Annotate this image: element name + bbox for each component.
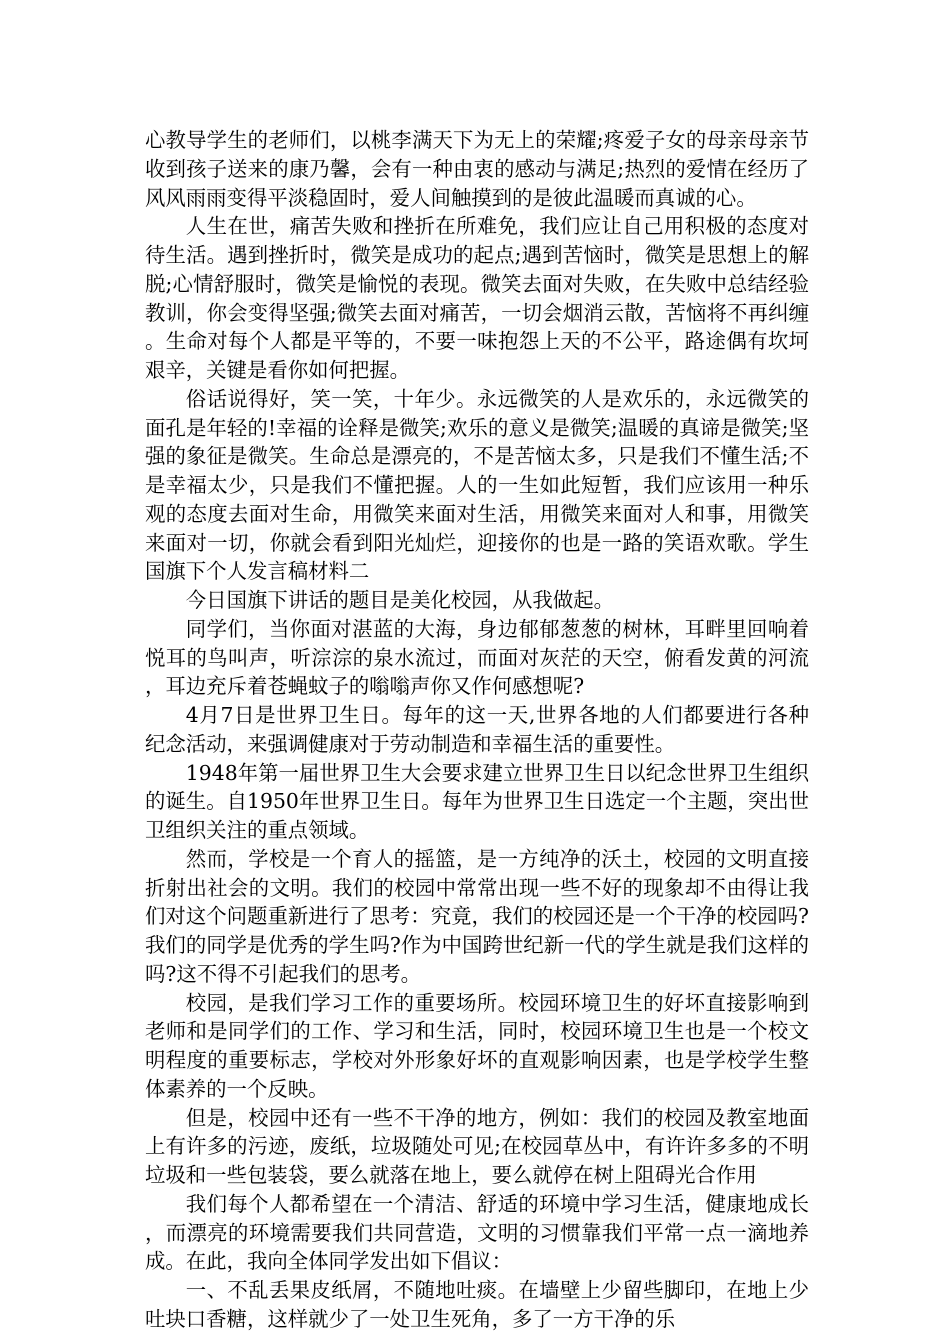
paragraph: 但是，校园中还有一些不干净的地方，例如：我们的校园及教室地面上有许多的污迹，废纸，垃圾随处可见;在校园草丛中，有许许多多的不明垃圾和一些包装袋，要么就落在地上，要么就停在树上阻碍光合作用 (145, 1105, 809, 1187)
paragraph: 人生在世，痛苦失败和挫折在所难免，我们应让自己用积极的态度对待生活。遇到挫折时，微笑是成功的起点;遇到苦恼时，微笑是思想上的解脱;心情舒服时，微笑是愉悦的表现。微笑去面对失败，在失败中总结经验教训，你会变得坚强;微笑去面对痛苦，一切会烟消云散，苦恼将不再纠缠。生命对每个人都是平等的，不要一味抱怨上天的不公平，路途偶有坎坷艰辛，关键是看你如何把握。 (145, 214, 809, 382)
paragraph: 同学们，当你面对湛蓝的大海，身边郁郁葱葱的树林，耳畔里回响着悦耳的鸟叫声，听淙淙的泉水流过，而面对灰茫的天空，俯看发黄的河流，耳边充斥着苍蝇蚊子的嗡嗡声你又作何感想呢? (145, 616, 809, 699)
paragraph: 校园，是我们学习工作的重要场所。校园环境卫生的好坏直接影响到老师和是同学们的工作、学习和生活，同时，校园环境卫生也是一个校文明程度的重要标志，学校对外形象好坏的直观影响因素，也是学校学生整体素养的一个反映。 (145, 990, 809, 1101)
paragraph: 今日国旗下讲话的题目是美化校园，从我做起。 (185, 588, 614, 612)
paragraph: 心教导学生的老师们，以桃李满天下为无上的荣耀;疼爱子女的母亲母亲节收到孩子送来的康乃馨，会有一种由衷的感动与满足;热烈的爱情在经历了风风雨雨变得平淡稳固时，爱人间触摸到的是彼此温暖而真诚的心。 (145, 128, 809, 210)
document-body (145, 126, 809, 1334)
paragraph: 一、不乱丢果皮纸屑，不随地吐痰。在墙壁上少留些脚印，在地上少吐块口香糖，这样就少了一处卫生死角，多了一方干净的乐 (145, 1278, 809, 1331)
paragraph: 1948年第一届世界卫生大会要求建立世界卫生日以纪念世界卫生组织的诞生。自1950年世界卫生日。每年为世界卫生日选定一个主题，突出世卫组织关注的重点领域。 (145, 760, 809, 842)
paragraph: 4月7日是世界卫生日。每年的这一天,世界各地的人们都要进行各种纪念活动，来强调健康对于劳动制造和幸福生活的重要性。 (145, 703, 809, 756)
paragraph: 然而，学校是一个育人的摇篮，是一方纯净的沃土，校园的文明直接折射出社会的文明。我们的校园中常常出现一些不好的现象却不由得让我们对这个问题重新进行了思考：究竟，我们的校园还是一个干净的校园吗?我们的同学是优秀的学生吗?作为中国跨世纪新一代的学生就是我们这样的吗?这不得不引起我们的思考。 (145, 846, 809, 986)
paragraph: 我们每个人都希望在一个清洁、舒适的环境中学习生活，健康地成长，而漂亮的环境需要我们共同营造，文明的习惯靠我们平常一点一滴地养成。在此，我向全体同学发出如下倡议： (145, 1191, 809, 1274)
paragraph: 俗话说得好，笑一笑，十年少。永远微笑的人是欢乐的，永远微笑的面孔是年轻的!幸福的诠释是微笑;欢乐的意义是微笑;温暖的真谛是微笑;坚强的象征是微笑。生命总是漂亮的，不是苦恼太多，只是我们不懂生活;不是幸福太少，只是我们不懂把握。人的一生如此短暂，我们应该用一种乐观的态度去面对生命，用微笑来面对生活，用微笑来面对人和事，用微笑来面对一切，你就会看到阳光灿烂，迎接你的也是一路的笑语欢歌。学生国旗下个人发言稿材料二 (145, 386, 809, 584)
